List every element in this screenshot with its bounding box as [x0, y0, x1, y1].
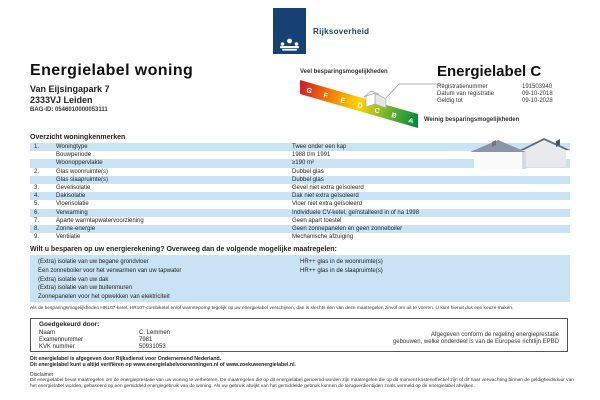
energy-label-class-heading: Energielabel C: [437, 63, 542, 80]
row-label: Gevelisolatie: [56, 185, 91, 192]
scale-letter: E: [339, 97, 346, 106]
row-value: Vloer niet extra geïsoleerd: [292, 201, 363, 208]
issuer-line: Dit energielabel is afgegeven door Rijksdienst voor Ondernemend Nederland.: [30, 356, 222, 362]
measures-left-column: [38, 258, 181, 302]
approval-label: Examennummer: [39, 336, 84, 343]
row-label: Woonoppervlakte: [56, 160, 103, 167]
row-label: Zonne-energie: [56, 225, 96, 232]
approval-value: 7981: [139, 336, 153, 343]
measures-right-column: [300, 258, 383, 276]
row-number: 1.: [34, 144, 40, 151]
verification-line: Dit energielabel kunt u altijd verifiëren op www.energielabelvoorwoningen.nl of www.zoekuwenergielabel.nl.: [30, 362, 296, 368]
measure-item: HR++ glas in de woonruimte(s): [300, 259, 383, 265]
row-label: Vloerisolatie: [56, 201, 89, 208]
scale-letter: C: [373, 107, 381, 116]
measure-item: (Extra) isolatie van uw buitenmuren: [38, 285, 133, 292]
registration-row: [437, 98, 587, 105]
row-number: 6.: [34, 209, 40, 216]
row-label: Ventilatie: [56, 234, 81, 241]
measure-item: Een zonneboiler voor het verwarmen van uw tapwater: [38, 267, 182, 274]
approval-statement-line2: gebouwen, welke onderdeel is van de Europese richtlijn EPBD: [392, 339, 559, 345]
row-value: ≥190 m²: [292, 160, 314, 167]
row-value: Dubbel glas: [292, 176, 324, 183]
approval-label: KVK nummer: [39, 343, 75, 350]
row-number: 5.: [34, 201, 40, 208]
rijksoverheid-wordmark: Rijksoverheid: [313, 27, 370, 36]
table-row: [30, 225, 570, 233]
table-row: [30, 192, 570, 200]
scale-letter: G: [305, 87, 313, 96]
table-row: [30, 233, 570, 241]
table-row: [30, 209, 570, 217]
approval-value: C. Lemmen: [139, 330, 171, 336]
measures-note: Als de besparingsmogelijkheden HR107-ketel, HR107-combiketel en/of warmtepomp tegelijk op uw energielabel verschijnen, dan is slechts één van deze maatregelen zinvol om uit te voeren. U kunt hieruit dus een keuze maken.: [30, 306, 514, 311]
measure-item: (Extra) isolatie van uw dak: [38, 276, 109, 283]
house-illustration-icon: [468, 137, 573, 175]
scale-letter: B: [390, 112, 398, 121]
row-value: Mechanische afzuiging: [292, 234, 354, 241]
row-number: 2.: [34, 168, 40, 175]
measure-item: Zonnepanelen voor het opwekken van elektriciteit: [38, 294, 170, 301]
address-line-2: 2333VJ Leiden: [30, 95, 93, 105]
registration-value: 09-10-2028: [522, 98, 553, 104]
row-number: 3.: [34, 185, 40, 192]
table-row: [30, 184, 570, 192]
row-value: 1988 t/m 1991: [292, 152, 331, 159]
registration-label: Registratienummer: [437, 84, 488, 90]
disclaimer-heading: Disclaimer: [30, 372, 54, 378]
row-label: Bouwperiode: [56, 152, 92, 159]
row-value: Twee onder een kap: [292, 144, 347, 151]
table-row: [30, 200, 570, 208]
registration-value: 191503940: [522, 84, 553, 90]
approval-heading: Goedgekeurd door:: [39, 321, 100, 328]
measure-item: HR++ glas in de slaapruimte(s): [300, 267, 383, 274]
registration-row: [437, 84, 587, 91]
address-line-1: Van Eijsingapark 7: [30, 84, 110, 94]
approval-row: [39, 330, 170, 337]
approval-rows: [39, 330, 170, 350]
approval-value: 50931053: [139, 343, 166, 350]
row-number: 7.: [34, 217, 40, 224]
disclaimer-text: Dit energielabel bevat maatregelen om de energieprestatie van uw woning te verbeteren. De maatregelen die op dit energielabel genoemd worden zijn maatregelen die op dit moment kosteneffectief zijn of dit naar verwachting binnen de geldigheidsduur van het energielabel worden, gebaseerd op een gemiddeld energiegebruik van de woning. Als uw gebruik afwijkt van het gemiddelde gebruik kunnen de terugverdientijden zoals vermeld op de energielabel afwijken.: [30, 378, 574, 389]
table-row: [30, 176, 570, 184]
table-row: [30, 217, 570, 225]
row-value: Dubbel glas: [292, 168, 324, 175]
row-label: Glas slaapruimte(s): [56, 176, 109, 183]
scale-letter: F: [322, 92, 329, 101]
registration-block: [437, 84, 587, 105]
row-number: 8.: [34, 225, 40, 232]
row-value: Gevel niet extra geïsoleerd: [292, 185, 364, 192]
registration-value: 09-10-2018: [522, 91, 553, 97]
rijksoverheid-crest-icon: [273, 8, 306, 54]
scale-letter: A: [407, 117, 415, 126]
registration-label: Datum van registratie: [437, 91, 495, 97]
scale-top-label: Veel besparingsmogelijkheden: [300, 69, 388, 75]
table-heading: Overzicht woningkenmerken: [30, 134, 126, 141]
registration-row: [437, 91, 587, 98]
row-value: Geen zonnepanelen en geen zonneboiler: [292, 225, 403, 232]
rijksoverheid-logo: [273, 8, 306, 54]
approval-box: [30, 318, 568, 352]
row-number: 9.: [34, 234, 40, 241]
approval-row: [39, 337, 170, 344]
row-value: Dak niet extra geïsoleerd: [292, 193, 359, 200]
approval-label: Naam: [39, 330, 56, 336]
approval-statement: [393, 332, 559, 346]
page-title: Energielabel woning: [30, 62, 194, 79]
scale-letter: D: [356, 102, 364, 111]
measures-box: [30, 255, 570, 302]
row-label: Dakisolatie: [56, 193, 86, 200]
row-label: Verwarming: [56, 209, 88, 216]
bag-id: BAG-ID: 0546010000053111: [30, 107, 108, 113]
row-label: Aparte warmtapwatervoorziening: [56, 217, 144, 224]
row-value: Geen apart toestel: [292, 217, 342, 224]
row-label: Glas woonruimte(s): [56, 168, 109, 175]
measure-item: (Extra) isolatie van uw begane grondvloer: [38, 259, 149, 265]
row-value: Individuele CV-ketel, geïnstalleerd in of na 1998: [292, 209, 420, 216]
measures-heading: Wilt u besparen op uw energierekening? Overweeg dan de volgende mogelijke maatregelen:: [30, 246, 337, 253]
approval-statement-line1: Afgegeven conform de regeling energieprestatie: [430, 332, 559, 338]
connector-line: [386, 84, 444, 98]
registration-label: Geldig tot: [437, 98, 463, 104]
scale-bottom-label: Weinig besparingsmogelijkheden: [424, 117, 520, 123]
row-number: 4.: [34, 193, 40, 200]
row-label: Woningtype: [56, 144, 88, 151]
approval-row: [39, 344, 170, 351]
